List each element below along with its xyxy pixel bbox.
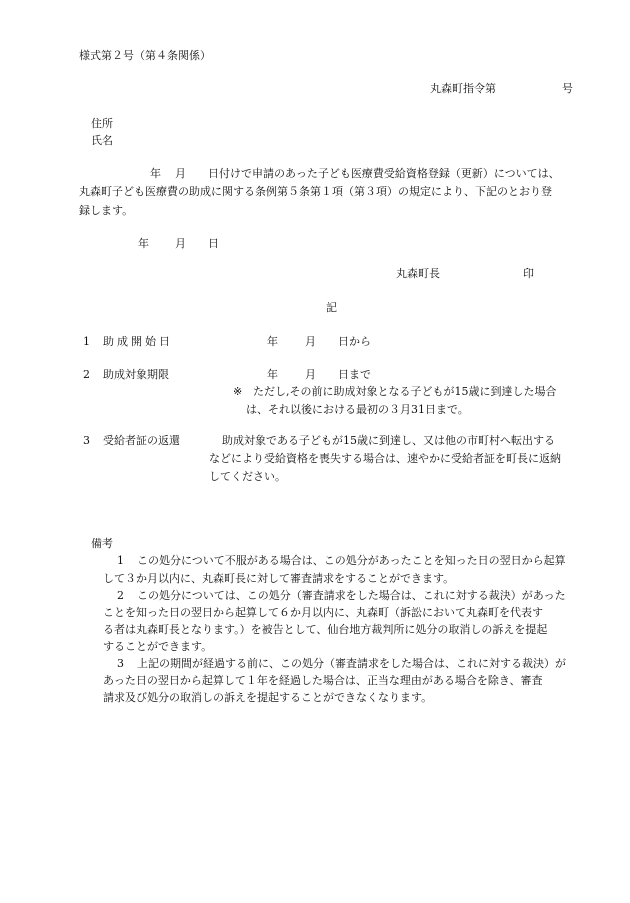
remark-2-line4: することができます。 [103,640,213,653]
item-2-note-mark: ※ [233,385,243,398]
remark-1-line1: この処分について不服がある場合は、この処分があったことを知った日の翌日から起算 [137,554,566,567]
item-1-year: 年 [267,335,278,348]
remark-2-number: 2 [117,589,124,602]
remark-3-line1: 上記の期間が経過する前に、この処分（審査請求をした場合は、これに対する裁決）が [137,657,566,670]
item-2-number: 2 [83,368,90,381]
item-2-month: 月 [305,368,316,381]
remark-3-line3: 請求及び処分の取消しの訴えを提起することができなくなります。 [103,691,433,704]
item-2-note-line1: ただし,その前に助成対象となる子どもが15歳に到達した場合 [253,385,557,398]
item-3-number: 3 [83,434,90,447]
item-2-label: 助成対象期限 [103,368,169,381]
issue-month: 月 [175,237,186,250]
ki-heading: 記 [326,301,337,314]
remark-3-line2: あった日の翌日から起算して１年を経過した場合は、正当な理由がある場合を除き、審査 [103,674,543,687]
item-2-note-line2: は、それ以後における最初の３月31日まで。 [246,403,469,416]
remark-1-number: 1 [117,554,124,567]
form-number: 様式第２号（第４条関係） [79,49,211,62]
issue-day: 日 [208,237,219,250]
item-2-day: 日まで [338,368,371,381]
remark-2-line2: ことを知った日の翌日から起算して６か月以内に、丸森町（訴訟において丸森町を代表す [103,606,543,619]
item-1-month: 月 [305,335,316,348]
remark-1-line2: して３か月以内に、丸森町長に対して審査請求をすることができます。 [103,572,455,585]
seal-mark: 印 [523,267,534,280]
item-1-number: 1 [83,335,90,348]
item-3-text-line3: してください。 [209,470,286,483]
item-3-text-line2: などにより受給資格を喪失する場合は、速やかに受給者証を町長に返納 [209,452,561,465]
intro-line2: 丸森町子ども医療費の助成に関する条例第５条第１項（第３項）の規定により、下記のとおり登 [79,185,552,198]
signatory-title: 丸森町長 [396,267,440,280]
address-label: 住所 [91,117,113,130]
item-1-label: 助成開始日 [103,335,173,348]
issue-year: 年 [138,237,149,250]
intro-month: 月 [175,167,186,180]
item-3-label: 受給者証の返還 [103,434,180,447]
doc-number-suffix: 号 [562,82,573,95]
intro-line3: 録します。 [79,204,134,217]
remark-3-number: 3 [117,657,124,670]
remark-2-line1: この処分については、この処分（審査請求をした場合は、これに対する裁決）があった [137,589,566,602]
item-2-year: 年 [267,368,278,381]
item-1-day: 日から [338,335,371,348]
remark-2-line3: る者は丸森町長となります。）を被告として、仙台地方裁判所に処分の取消しの訴えを提起 [103,623,548,636]
intro-year: 年 [150,167,161,180]
doc-number-prefix: 丸森町指令第 [430,82,496,95]
item-3-text-line1: 助成対象である子どもが15歳に到達し、又は他の市町村へ転出する [222,434,555,447]
name-label: 氏名 [91,134,113,147]
remarks-heading: 備考 [91,537,113,550]
intro-line1: 日付けで申請のあった子ども医療費受給資格登録（更新）については、 [208,167,560,180]
